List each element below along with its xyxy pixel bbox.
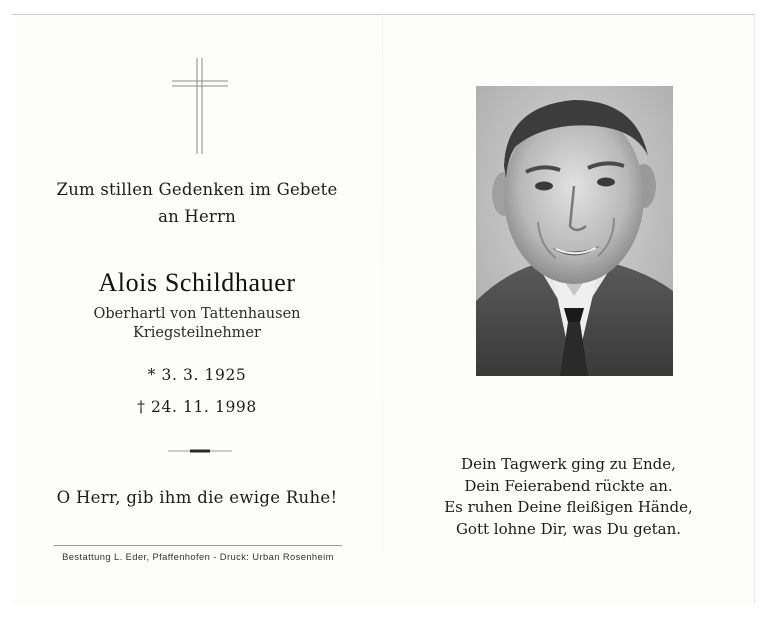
verse-line-2: Dein Feierabend rückte an.: [464, 476, 673, 495]
prayer-line: O Herr, gib ihm die ewige Ruhe!: [56, 488, 338, 507]
dedication-line-1: Zum stillen Gedenken im Gebete: [56, 180, 338, 199]
printer-credit: Bestattung L. Eder, Pfaffenhofen - Druck: Urban Rosenheim: [62, 551, 334, 562]
verse-line-4: Gott lohne Dir, was Du getan.: [455, 519, 682, 538]
verse-line-1: Dein Tagwerk ging zu Ende,: [461, 455, 676, 473]
footer-rule: [54, 545, 342, 546]
dedication-line-2: an Herrn: [158, 207, 236, 226]
left-panel: [12, 14, 382, 602]
subtitle-line-1: Oberhartl von Tattenhausen: [93, 306, 301, 322]
verse-line-3: Es ruhen Deine fleißigen Hände,: [444, 498, 693, 516]
birth-date: * 3. 3. 1925: [147, 366, 247, 384]
cross-icon: [170, 58, 230, 154]
subtitle-line-2: Kriegsteilnehmer: [133, 325, 261, 341]
deceased-name: Alois Schildhauer: [98, 268, 296, 297]
right-panel: [383, 14, 754, 602]
ornament-divider-icon: [168, 448, 232, 454]
death-date: † 24. 11. 1998: [137, 398, 257, 416]
portrait-photo: [476, 86, 673, 376]
dedication: [12, 176, 382, 230]
memorial-verse: [383, 454, 754, 540]
deceased-subtitle: [12, 305, 382, 343]
